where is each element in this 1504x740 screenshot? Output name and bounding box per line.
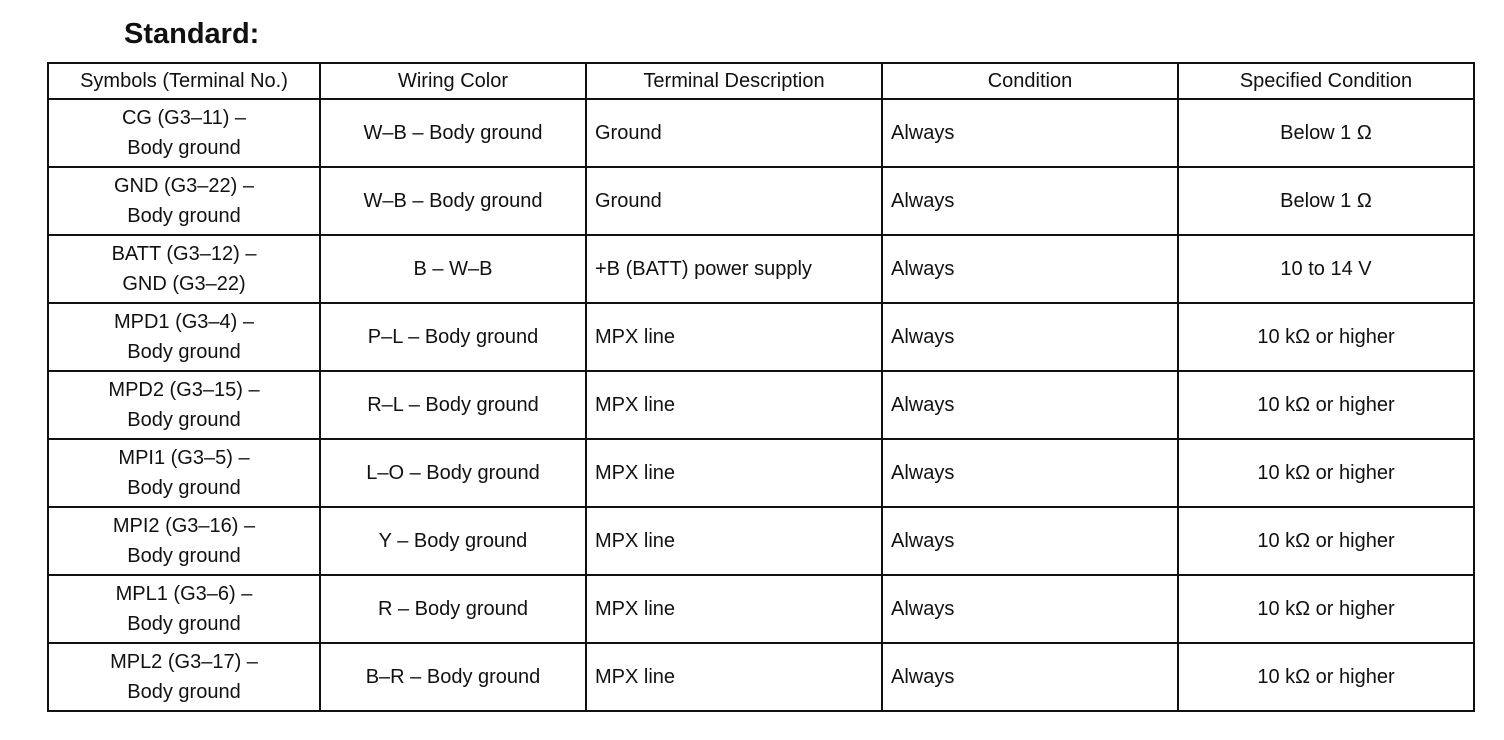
terminal-description-cell: MPX line xyxy=(586,371,882,439)
symbol-terminal: BATT (G3–12) – xyxy=(111,243,257,265)
symbol-reference: Body ground xyxy=(127,205,241,227)
condition-cell: Always xyxy=(882,507,1178,575)
symbol-terminal: MPI1 (G3–5) – xyxy=(118,447,250,469)
symbol-reference: Body ground xyxy=(127,613,241,635)
symbol-terminal: MPL2 (G3–17) – xyxy=(110,651,258,673)
symbol-reference: Body ground xyxy=(127,681,241,703)
symbol-cell xyxy=(48,167,320,235)
column-header-specified-condition: Specified Condition xyxy=(1178,63,1474,99)
specified-condition-cell: 10 kΩ or higher xyxy=(1178,371,1474,439)
page-heading: Standard: xyxy=(124,18,260,50)
table-row xyxy=(48,371,1474,439)
symbol-reference: Body ground xyxy=(127,341,241,363)
symbol-cell xyxy=(48,575,320,643)
table-row xyxy=(48,235,1474,303)
symbol-reference: GND (G3–22) xyxy=(122,273,246,295)
wiring-color-cell: L–O – Body ground xyxy=(320,439,586,507)
wiring-color-cell: P–L – Body ground xyxy=(320,303,586,371)
specified-condition-cell: 10 kΩ or higher xyxy=(1178,507,1474,575)
symbol-reference: Body ground xyxy=(127,137,241,159)
table-header-row xyxy=(48,63,1474,99)
symbol-terminal: MPL1 (G3–6) – xyxy=(115,583,253,605)
table-row xyxy=(48,439,1474,507)
symbol-cell xyxy=(48,371,320,439)
condition-cell: Always xyxy=(882,235,1178,303)
condition-cell: Always xyxy=(882,303,1178,371)
condition-cell: Always xyxy=(882,575,1178,643)
specified-condition-cell: Below 1 Ω xyxy=(1178,99,1474,167)
symbol-terminal: CG (G3–11) – xyxy=(121,107,247,129)
symbol-reference: Body ground xyxy=(127,409,241,431)
symbol-terminal: MPD2 (G3–15) – xyxy=(108,379,260,401)
symbol-terminal: MPI2 (G3–16) – xyxy=(112,515,256,537)
table-row xyxy=(48,99,1474,167)
condition-cell: Always xyxy=(882,99,1178,167)
terminal-description-cell: MPX line xyxy=(586,575,882,643)
wiring-color-cell: Y – Body ground xyxy=(320,507,586,575)
terminal-description-cell: Ground xyxy=(586,99,882,167)
column-header-condition: Condition xyxy=(882,63,1178,99)
symbol-cell xyxy=(48,99,320,167)
condition-cell: Always xyxy=(882,643,1178,711)
wiring-color-cell: W–B – Body ground xyxy=(320,99,586,167)
wiring-color-cell: B – W–B xyxy=(320,235,586,303)
symbol-cell xyxy=(48,235,320,303)
symbol-reference: Body ground xyxy=(127,477,241,499)
terminal-description-cell: MPX line xyxy=(586,439,882,507)
specified-condition-cell: Below 1 Ω xyxy=(1178,167,1474,235)
wiring-color-cell: R – Body ground xyxy=(320,575,586,643)
column-header-wiring-color: Wiring Color xyxy=(320,63,586,99)
condition-cell: Always xyxy=(882,167,1178,235)
terminal-description-cell: MPX line xyxy=(586,507,882,575)
terminal-description-cell: MPX line xyxy=(586,303,882,371)
wiring-color-cell: R–L – Body ground xyxy=(320,371,586,439)
symbol-cell xyxy=(48,507,320,575)
specified-condition-cell: 10 kΩ or higher xyxy=(1178,303,1474,371)
terminal-description-cell: +B (BATT) power supply xyxy=(586,235,882,303)
wiring-color-cell: W–B – Body ground xyxy=(320,167,586,235)
symbol-cell xyxy=(48,643,320,711)
table-row xyxy=(48,303,1474,371)
condition-cell: Always xyxy=(882,439,1178,507)
table-row xyxy=(48,575,1474,643)
symbol-terminal: MPD1 (G3–4) – xyxy=(113,311,255,333)
column-header-terminal-description: Terminal Description xyxy=(586,63,882,99)
wiring-color-cell: B–R – Body ground xyxy=(320,643,586,711)
condition-cell: Always xyxy=(882,371,1178,439)
symbol-cell xyxy=(48,439,320,507)
specification-table xyxy=(47,62,1475,712)
specified-condition-cell: 10 kΩ or higher xyxy=(1178,643,1474,711)
terminal-description-cell: Ground xyxy=(586,167,882,235)
table-row xyxy=(48,167,1474,235)
specified-condition-cell: 10 kΩ or higher xyxy=(1178,439,1474,507)
terminal-description-cell: MPX line xyxy=(586,643,882,711)
column-header-symbols: Symbols (Terminal No.) xyxy=(48,63,320,99)
specified-condition-cell: 10 kΩ or higher xyxy=(1178,575,1474,643)
symbol-cell xyxy=(48,303,320,371)
specified-condition-cell: 10 to 14 V xyxy=(1178,235,1474,303)
table-row xyxy=(48,507,1474,575)
symbol-terminal: GND (G3–22) – xyxy=(113,175,255,197)
symbol-reference: Body ground xyxy=(127,545,241,567)
table-row xyxy=(48,643,1474,711)
